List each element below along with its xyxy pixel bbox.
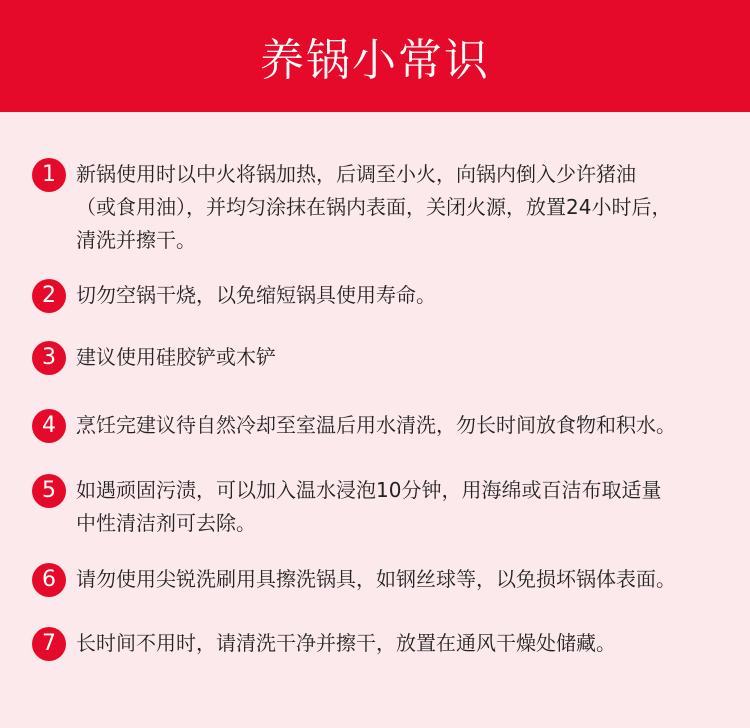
list-item: [32, 158, 722, 257]
tip-text: [76, 409, 676, 442]
tip-line: 烹饪完建议待自然冷却至室温后用水清洗，勿长时间放食物和积水。: [76, 413, 676, 437]
list-item: [32, 279, 722, 313]
list-item: [32, 341, 722, 375]
number-badge: 2: [32, 279, 66, 313]
tip-text: [76, 563, 676, 596]
tip-text: [76, 158, 671, 257]
number-badge: 3: [32, 341, 66, 375]
tip-line: 请勿使用尖锐洗刷用具擦洗锅具，如钢丝球等，以免损坏锅体表面。: [76, 567, 676, 591]
tip-text: [76, 474, 661, 540]
list-item: [32, 409, 722, 443]
number-badge: 5: [32, 474, 66, 508]
tip-line: 建议使用硅胶铲或木铲: [76, 345, 276, 369]
number-badge: 6: [32, 563, 66, 597]
tip-text: [76, 627, 616, 660]
list-item: [32, 563, 722, 597]
list-item: [32, 474, 722, 540]
header-banner: [0, 0, 750, 112]
page-title: 养锅小常识: [260, 35, 490, 86]
tip-line: 新锅使用时以中火将锅加热，后调至小火，向锅内倒入少许猪油: [76, 162, 636, 186]
number-badge: 7: [32, 627, 66, 661]
tip-line: 切勿空锅干烧，以免缩短锅具使用寿命。: [76, 283, 436, 307]
number-badge: 1: [32, 158, 66, 192]
tip-line: 如遇顽固污渍，可以加入温水浸泡10分钟，用海绵或百洁布取适量: [76, 478, 662, 502]
tip-text: [76, 279, 436, 312]
number-badge: 4: [32, 409, 66, 443]
tip-line: （或食用油），并均匀涂抹在锅内表面，关闭火源，放置24小时后，: [76, 195, 672, 219]
tip-text: [76, 341, 276, 374]
tip-line: 中性清洁剂可去除。: [76, 511, 256, 535]
tip-line: 长时间不用时，请清洗干净并擦干，放置在通风干燥处储藏。: [76, 631, 616, 655]
list-item: [32, 627, 722, 661]
tip-line: 清洗并擦干。: [76, 228, 196, 252]
